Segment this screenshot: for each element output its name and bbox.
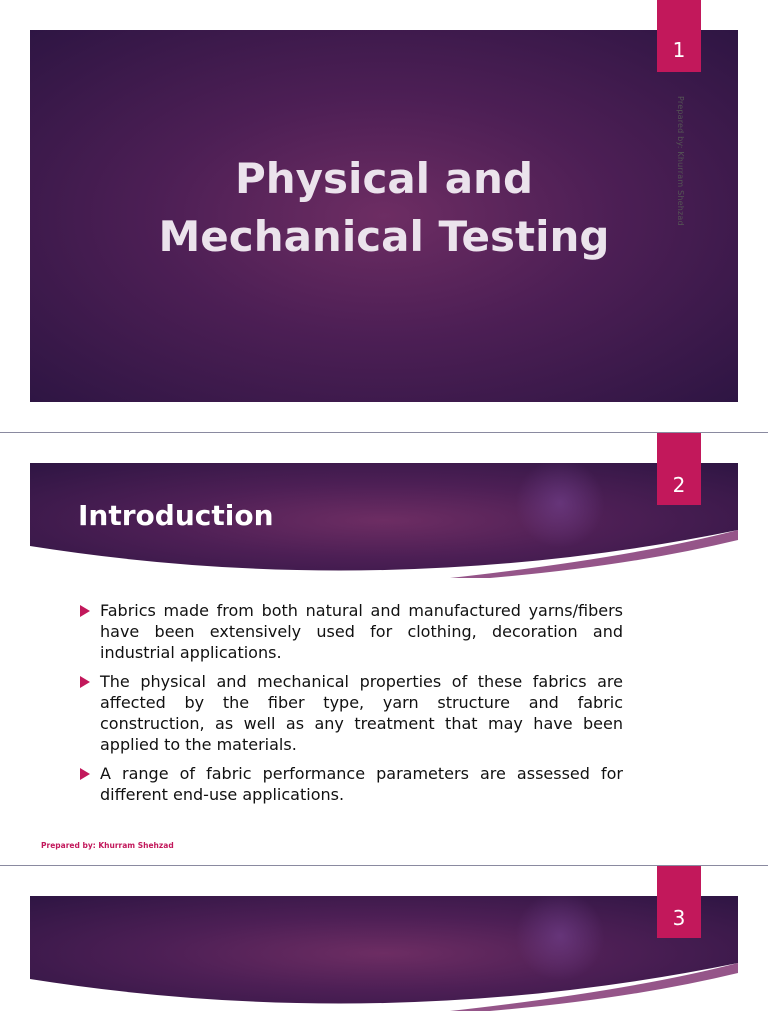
slide-divider [0,865,768,866]
bullet-text: A range of fabric performance parameters are assessed for different end-use applications. [100,764,623,804]
slide-number: 1 [672,38,686,62]
slide-number-tab [657,0,701,72]
title-slide-banner [30,30,738,402]
vertical-author-credit: Prepared by: Khurram Shehzad [676,96,685,226]
slide-title-line-2: Mechanical Testing [158,212,610,261]
slide-number: 2 [672,473,686,497]
slide-title-line-1: Physical and [234,154,534,203]
slide-divider [0,432,768,433]
footer-author-credit: Prepared by: Khurram Shehzad [41,841,174,850]
slide-title [30,150,738,266]
slide-number: 3 [672,906,686,930]
section-title: Introduction [78,499,274,532]
slide-number-tab [657,866,701,938]
triangle-bullet-icon [80,768,90,780]
triangle-bullet-icon [80,605,90,617]
list-item [78,600,623,663]
bullet-text: The physical and mechanical properties of these fabrics are affected by the fiber type, yarn structure and fabric construction, as well as any treatment that may have been applied to the materials. [100,672,623,754]
triangle-bullet-icon [80,676,90,688]
bullet-text: Fabrics made from both natural and manufactured yarns/fibers have been extensively used for clothing, decoration and industrial applications. [100,601,623,662]
section-banner [30,896,738,1011]
list-item [78,763,623,805]
slide-number-tab [657,433,701,505]
bullet-list [78,600,623,813]
section-banner [30,463,738,578]
list-item [78,671,623,755]
banner-curve [30,951,738,1011]
